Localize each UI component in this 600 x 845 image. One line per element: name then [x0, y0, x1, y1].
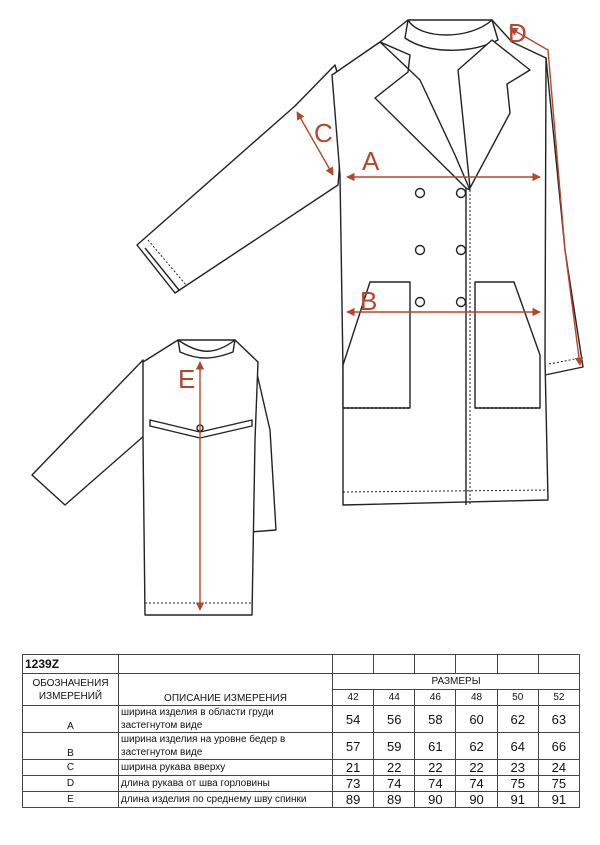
- row-letter: B: [23, 733, 119, 760]
- model-code: 1239Z: [23, 655, 119, 674]
- row-letter: E: [23, 792, 119, 808]
- size-cell: 44: [374, 690, 415, 706]
- row-value: 91: [538, 792, 579, 808]
- row-value: 90: [456, 792, 497, 808]
- row-value: 58: [415, 706, 456, 733]
- row-value: 74: [374, 776, 415, 792]
- row-value: 62: [456, 733, 497, 760]
- row-value: 73: [333, 776, 374, 792]
- row-letter: A: [23, 706, 119, 733]
- size-chart-table: [22, 654, 580, 808]
- row-value: 61: [415, 733, 456, 760]
- table-row: [23, 776, 580, 792]
- row-value: 74: [415, 776, 456, 792]
- row-value: 60: [456, 706, 497, 733]
- row-value: 57: [333, 733, 374, 760]
- size-cell: 46: [415, 690, 456, 706]
- sizes-header: РАЗМЕРЫ: [333, 674, 580, 690]
- row-value: 74: [456, 776, 497, 792]
- row-value: 90: [415, 792, 456, 808]
- coat-back-view: [32, 340, 276, 615]
- row-value: 23: [497, 760, 538, 776]
- size-cell: 42: [333, 690, 374, 706]
- row-description: ширина изделия на уровне бедер в застегнутом виде: [119, 733, 333, 760]
- row-value: 75: [497, 776, 538, 792]
- size-cell: 52: [538, 690, 579, 706]
- row-value: 62: [497, 706, 538, 733]
- row-description: длина рукава от шва горловины: [119, 776, 333, 792]
- row-letter: C: [23, 760, 119, 776]
- row-value: 54: [333, 706, 374, 733]
- row-letter: D: [23, 776, 119, 792]
- row-value: 56: [374, 706, 415, 733]
- row-description: ширина изделия в области груди застегнутом виде: [119, 706, 333, 733]
- measure-c-label: C: [314, 118, 333, 148]
- front-left-sleeve: [137, 65, 345, 293]
- size-cell: 48: [456, 690, 497, 706]
- table-row: [23, 706, 580, 733]
- row-value: 21: [333, 760, 374, 776]
- measure-d-label: D: [508, 18, 527, 48]
- table-row: [23, 792, 580, 808]
- row-value: 22: [456, 760, 497, 776]
- description-header: ОПИСАНИЕ ИЗМЕРЕНИЯ: [119, 674, 333, 706]
- measure-b-label: B: [360, 286, 378, 316]
- table-title-row: [23, 655, 580, 674]
- table-header-row: [23, 674, 580, 690]
- row-value: 89: [374, 792, 415, 808]
- back-left-sleeve: [32, 360, 145, 505]
- size-cell: 50: [497, 690, 538, 706]
- table-row: [23, 760, 580, 776]
- measure-e-label: E: [178, 364, 196, 394]
- row-value: 63: [538, 706, 579, 733]
- row-value: 59: [374, 733, 415, 760]
- row-value: 75: [538, 776, 579, 792]
- row-value: 22: [415, 760, 456, 776]
- row-description: ширина рукава вверху: [119, 760, 333, 776]
- row-description: длина изделия по среднему шву спинки: [119, 792, 333, 808]
- row-value: 89: [333, 792, 374, 808]
- row-value: 66: [538, 733, 579, 760]
- table-row: [23, 733, 580, 760]
- row-value: 91: [497, 792, 538, 808]
- row-value: 22: [374, 760, 415, 776]
- row-value: 24: [538, 760, 579, 776]
- measure-a-label: A: [362, 146, 380, 176]
- front-body: [332, 20, 548, 505]
- designation-header: ОБОЗНАЧЕНИЯ ИЗМЕРЕНИЙ: [23, 674, 119, 706]
- row-value: 64: [497, 733, 538, 760]
